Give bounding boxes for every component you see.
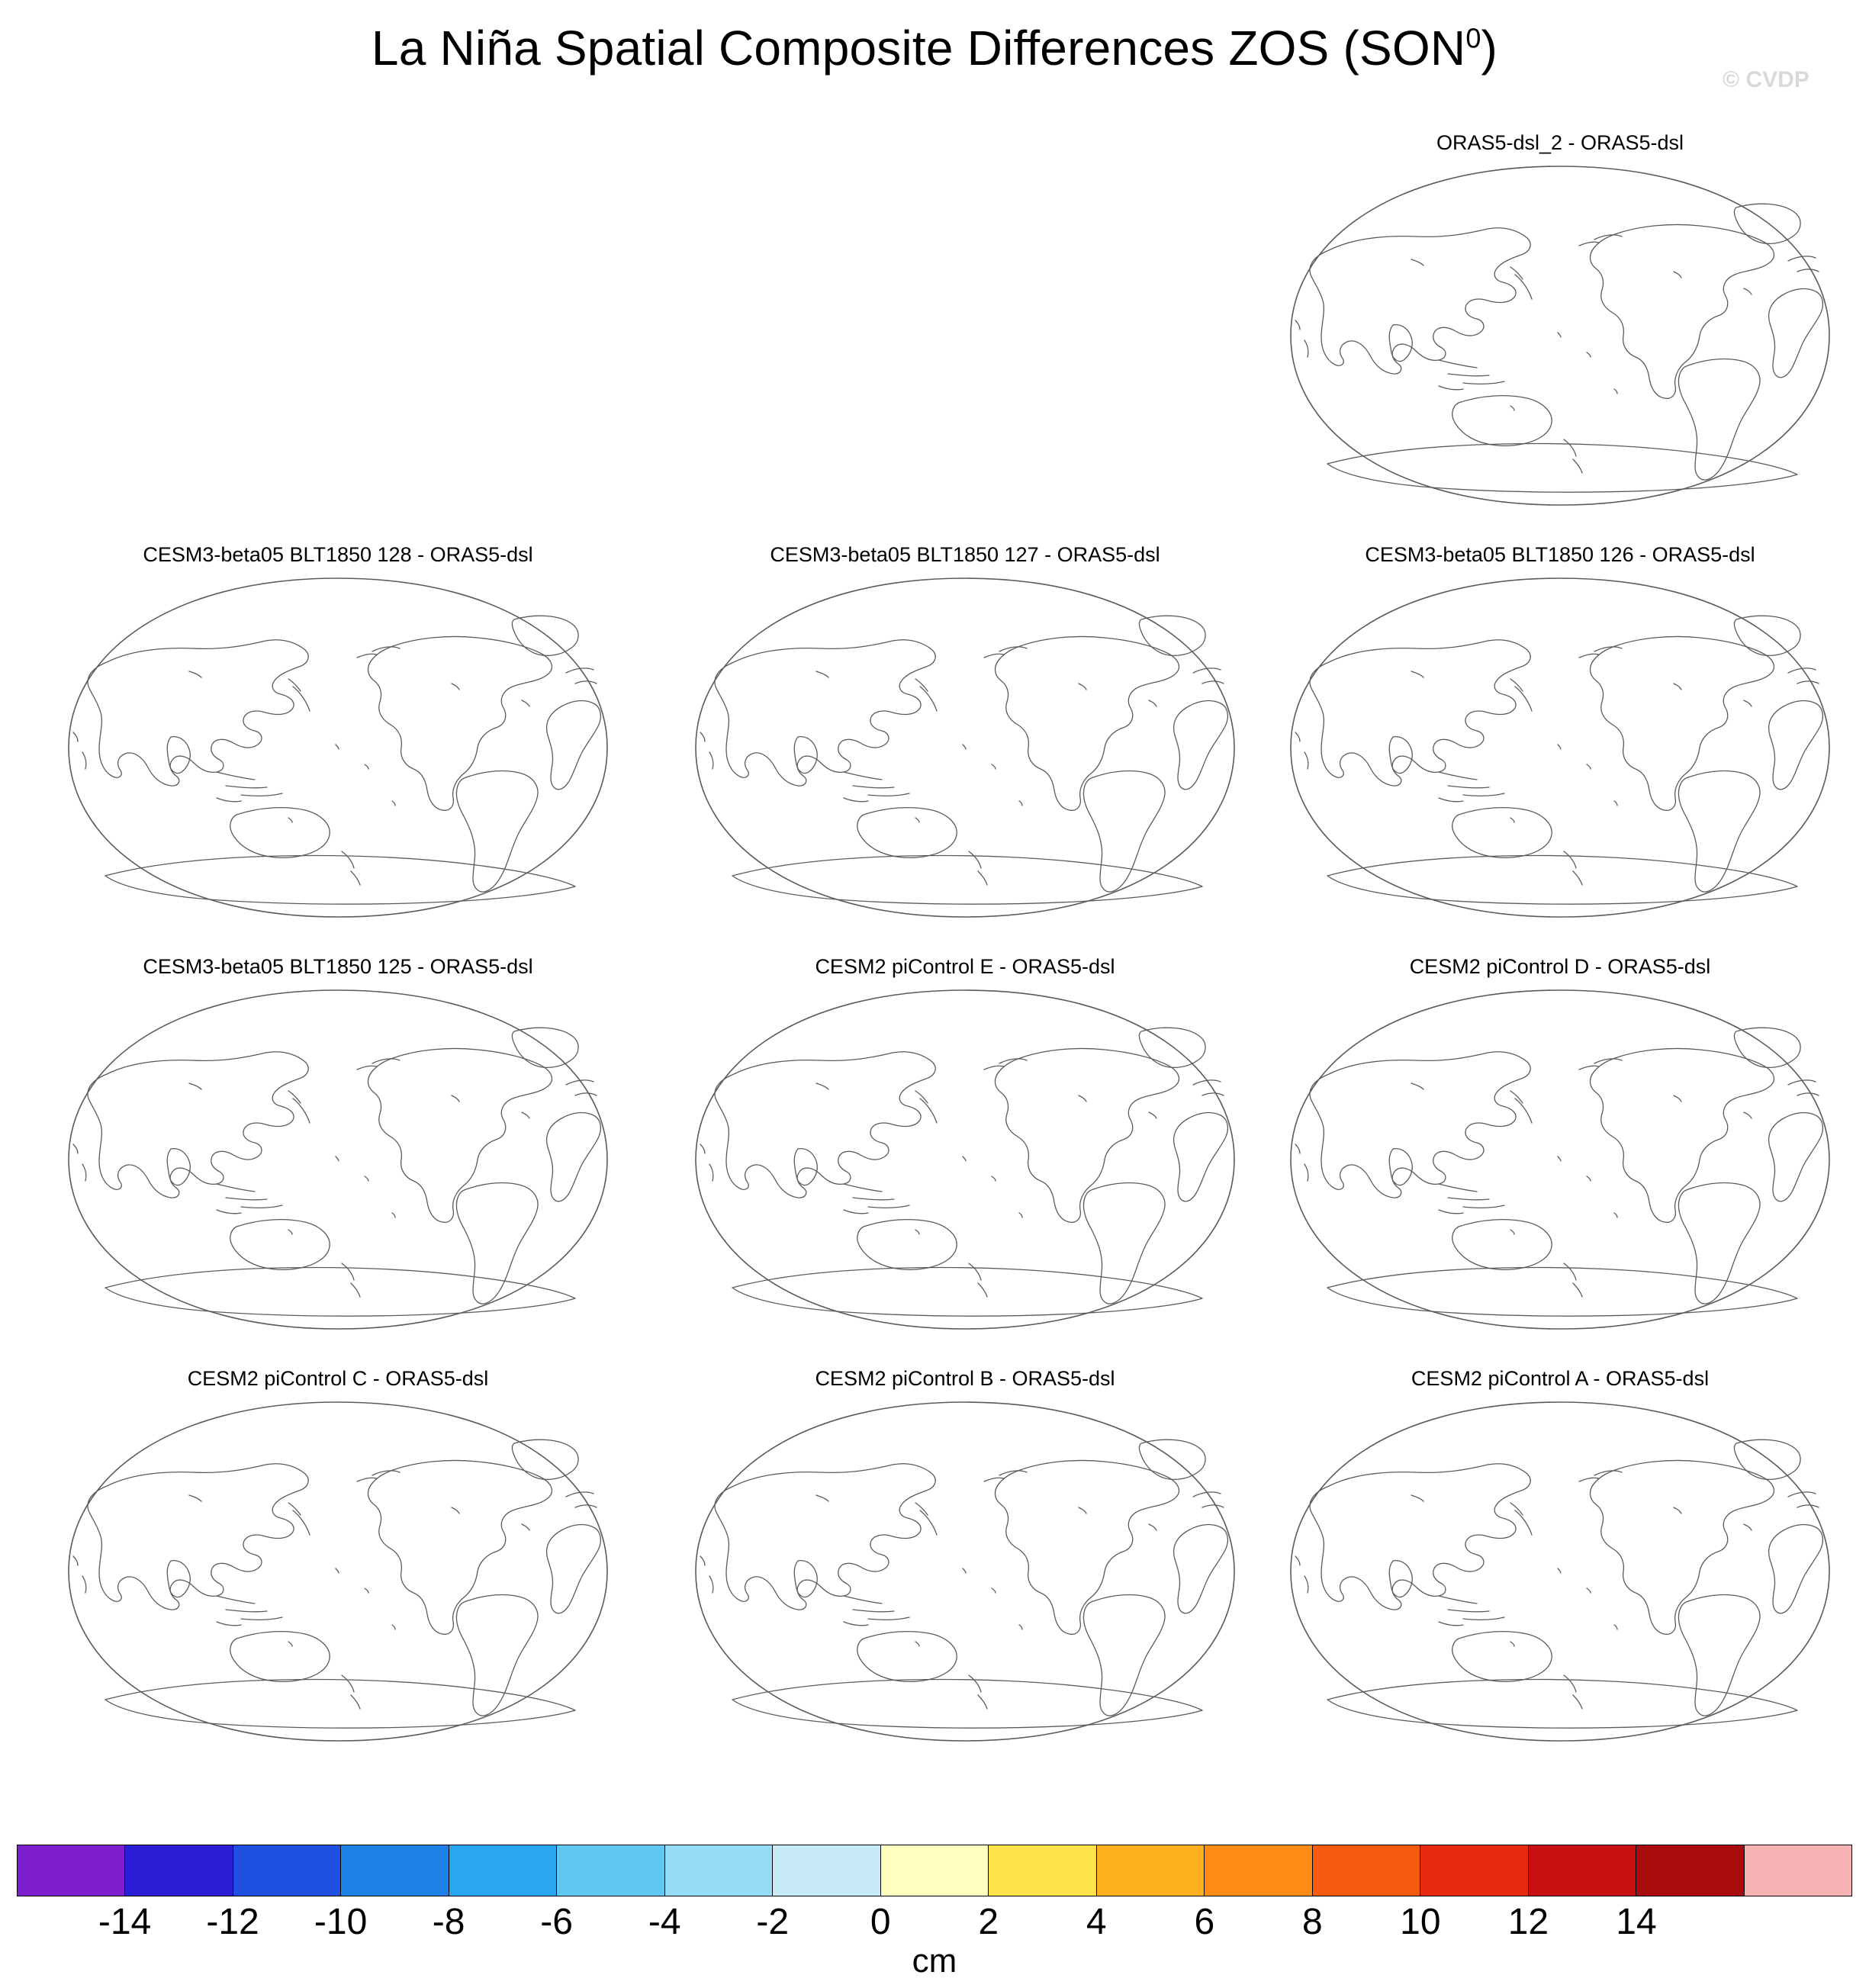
map-panel-title: CESM3-beta05 BLT1850 125 - ORAS5-dsl (143, 955, 533, 978)
page-title-main: La Niña Spatial Composite Differences ZOS (SON (371, 21, 1466, 76)
colorbar-swatch (1528, 1845, 1636, 1896)
map-panel (1259, 1366, 1861, 1747)
colorbar-tick: -14 (98, 1902, 152, 1942)
colorbar-swatch (340, 1845, 448, 1896)
colorbar-tick: 12 (1507, 1902, 1549, 1942)
colorbar-units-label: cm (912, 1942, 957, 1980)
globe-map (37, 984, 639, 1335)
map-panel-title: CESM2 piControl C - ORAS5-dsl (187, 1367, 489, 1390)
globe-map (664, 572, 1266, 923)
colorbar-swatch (772, 1845, 880, 1896)
colorbar-tick: 8 (1301, 1902, 1323, 1942)
colorbar-swatch (880, 1845, 988, 1896)
map-panel-title: CESM2 piControl E - ORAS5-dsl (815, 955, 1115, 978)
map-panel-title: ORAS5-dsl_2 - ORAS5-dsl (1436, 131, 1684, 154)
colorbar-tick: -10 (314, 1902, 368, 1942)
colorbar-swatch (1636, 1845, 1743, 1896)
globe-map (1259, 984, 1861, 1335)
colorbar-swatch (233, 1845, 340, 1896)
map-panel-title: CESM3-beta05 BLT1850 126 - ORAS5-dsl (1365, 543, 1755, 566)
colorbar-swatch (1420, 1845, 1527, 1896)
globe-map (664, 1396, 1266, 1747)
map-panel-title: CESM2 piControl D - ORAS5-dsl (1409, 955, 1711, 978)
map-panel (1259, 130, 1861, 511)
colorbar-swatch (1312, 1845, 1420, 1896)
colorbar-swatch (556, 1845, 664, 1896)
map-panel (664, 542, 1266, 923)
colorbar-tick: -12 (206, 1902, 259, 1942)
colorbar-tick-labels (17, 1901, 1852, 1947)
map-panel (37, 1366, 639, 1747)
colorbar-tick: 2 (978, 1902, 999, 1942)
colorbar-tick: 14 (1616, 1902, 1657, 1942)
globe-map (37, 572, 639, 923)
map-panel (1259, 542, 1861, 923)
map-panel (664, 1366, 1266, 1747)
cvdp-watermark: © CVDP (1723, 67, 1809, 92)
colorbar-tick: 0 (870, 1902, 891, 1942)
colorbar-swatch (449, 1845, 556, 1896)
map-panel-title: CESM3-beta05 BLT1850 128 - ORAS5-dsl (143, 543, 533, 566)
colorbar-swatch (1096, 1845, 1204, 1896)
map-panel (1259, 954, 1861, 1335)
map-panel-title: CESM2 piControl A - ORAS5-dsl (1411, 1367, 1710, 1390)
colorbar-swatch (18, 1845, 124, 1896)
map-panel-title: CESM2 piControl B - ORAS5-dsl (815, 1367, 1115, 1390)
colorbar-tick: 6 (1194, 1902, 1215, 1942)
colorbar-tick: -8 (432, 1902, 465, 1942)
map-panel-title: CESM3-beta05 BLT1850 127 - ORAS5-dsl (770, 543, 1160, 566)
map-panel (664, 954, 1266, 1335)
colorbar-swatch (1744, 1845, 1851, 1896)
globe-map (1259, 1396, 1861, 1747)
colorbar-swatch (988, 1845, 1095, 1896)
colorbar-tick: 4 (1086, 1902, 1107, 1942)
colorbar-tick: -2 (756, 1902, 790, 1942)
colorbar (17, 1845, 1852, 1896)
colorbar-tick: -6 (540, 1902, 573, 1942)
map-panel (37, 954, 639, 1335)
colorbar-swatch (1204, 1845, 1311, 1896)
colorbar-swatch (124, 1845, 232, 1896)
globe-map (1259, 160, 1861, 511)
page-title (0, 20, 1869, 76)
colorbar-tick: 10 (1400, 1902, 1441, 1942)
map-panel (37, 542, 639, 923)
globe-map (1259, 572, 1861, 923)
globe-map (664, 984, 1266, 1335)
colorbar-tick: -4 (648, 1902, 681, 1942)
page-title-close: ) (1481, 21, 1498, 76)
page-title-superscript: 0 (1465, 22, 1481, 54)
globe-map (37, 1396, 639, 1747)
colorbar-swatch (664, 1845, 772, 1896)
